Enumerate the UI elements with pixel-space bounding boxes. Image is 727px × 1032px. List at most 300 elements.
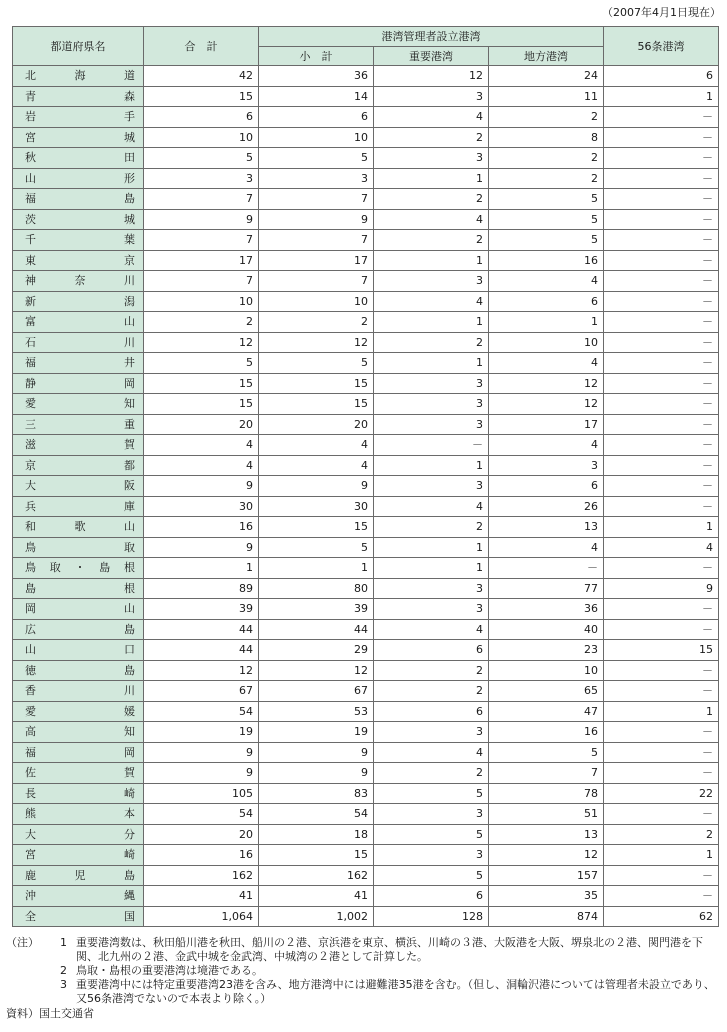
cell-local-ports: 3 (489, 455, 604, 476)
cell-total: 44 (144, 640, 259, 661)
cell-total: 30 (144, 496, 259, 517)
cell-subtotal: 14 (259, 86, 374, 107)
cell-subtotal: 36 (259, 66, 374, 87)
cell-local-ports: 2 (489, 107, 604, 128)
cell-total: 105 (144, 783, 259, 804)
cell-subtotal: 15 (259, 845, 374, 866)
cell-major-ports: 1 (374, 250, 489, 271)
cell-total: 16 (144, 845, 259, 866)
cell-local-ports: 47 (489, 701, 604, 722)
cell-subtotal: 83 (259, 783, 374, 804)
source-credit: 資料）国土交通省 (6, 1007, 94, 1020)
cell-total: 44 (144, 619, 259, 640)
cell-subtotal: 9 (259, 763, 374, 784)
prefecture-name: 徳島 (13, 660, 144, 681)
cell-article56-ports: － (604, 414, 719, 435)
cell-subtotal: 39 (259, 599, 374, 620)
cell-total: 7 (144, 271, 259, 292)
cell-article56-ports: － (604, 886, 719, 907)
cell-subtotal: 162 (259, 865, 374, 886)
cell-local-ports: 24 (489, 66, 604, 87)
cell-major-ports: 3 (374, 148, 489, 169)
notes-label: （注） (6, 936, 39, 949)
cell-subtotal: 9 (259, 209, 374, 230)
note-text: 鳥取・島根の重要港湾は境港である。 (76, 964, 263, 977)
prefecture-name: 青森 (13, 86, 144, 107)
cell-local-ports: 13 (489, 824, 604, 845)
cell-article56-ports: － (604, 127, 719, 148)
cell-article56-ports: － (604, 865, 719, 886)
cell-article56-ports: － (604, 148, 719, 169)
cell-subtotal: 19 (259, 722, 374, 743)
cell-major-ports: 6 (374, 886, 489, 907)
cell-article56-ports: － (604, 271, 719, 292)
cell-article56-ports: 22 (604, 783, 719, 804)
prefecture-name: 三重 (13, 414, 144, 435)
table-row (13, 86, 719, 107)
cell-subtotal: 1 (259, 558, 374, 579)
cell-subtotal: 41 (259, 886, 374, 907)
cell-major-ports: 1 (374, 353, 489, 374)
table-row (13, 496, 719, 517)
table-row (13, 107, 719, 128)
cell-subtotal: 15 (259, 517, 374, 538)
header-local-ports: 地方港湾 (489, 47, 604, 66)
cell-article56-ports: 1 (604, 517, 719, 538)
cell-total: 9 (144, 537, 259, 558)
prefecture-name: 大分 (13, 824, 144, 845)
prefecture-name: 静岡 (13, 373, 144, 394)
cell-subtotal: 1,002 (259, 906, 374, 927)
note-item-2 (6, 964, 720, 978)
cell-major-ports: 4 (374, 209, 489, 230)
cell-major-ports: 3 (374, 373, 489, 394)
table-row (13, 763, 719, 784)
cell-article56-ports: 6 (604, 66, 719, 87)
table-row (13, 373, 719, 394)
prefecture-name: 宮崎 (13, 845, 144, 866)
table-row (13, 209, 719, 230)
cell-major-ports: 2 (374, 660, 489, 681)
prefecture-name: 鳥取・島根 (13, 558, 144, 579)
cell-article56-ports: － (604, 168, 719, 189)
table-row (13, 783, 719, 804)
cell-major-ports: 1 (374, 537, 489, 558)
cell-total: 162 (144, 865, 259, 886)
cell-article56-ports: － (604, 107, 719, 128)
cell-article56-ports: － (604, 189, 719, 210)
cell-local-ports: 11 (489, 86, 604, 107)
table-row (13, 517, 719, 538)
table-row (13, 394, 719, 415)
note-item-1 (6, 936, 720, 964)
cell-article56-ports: 1 (604, 845, 719, 866)
cell-subtotal: 7 (259, 189, 374, 210)
cell-major-ports: 2 (374, 127, 489, 148)
cell-total: 5 (144, 353, 259, 374)
cell-subtotal: 12 (259, 332, 374, 353)
prefecture-name: 全国 (13, 906, 144, 927)
cell-article56-ports: － (604, 476, 719, 497)
cell-major-ports: 4 (374, 619, 489, 640)
cell-article56-ports: 62 (604, 906, 719, 927)
cell-local-ports: 35 (489, 886, 604, 907)
prefecture-name: 秋田 (13, 148, 144, 169)
cell-subtotal: 10 (259, 127, 374, 148)
cell-total: 42 (144, 66, 259, 87)
table-row (13, 332, 719, 353)
cell-total: 15 (144, 373, 259, 394)
cell-article56-ports: － (604, 435, 719, 456)
cell-major-ports: 3 (374, 394, 489, 415)
prefecture-name: 沖縄 (13, 886, 144, 907)
cell-article56-ports: － (604, 722, 719, 743)
cell-subtotal: 6 (259, 107, 374, 128)
cell-major-ports: 4 (374, 107, 489, 128)
prefecture-name: 千葉 (13, 230, 144, 251)
cell-subtotal: 4 (259, 435, 374, 456)
header-total: 合 計 (144, 27, 259, 66)
cell-major-ports: 128 (374, 906, 489, 927)
cell-local-ports: 51 (489, 804, 604, 825)
cell-subtotal: 5 (259, 148, 374, 169)
table-row (13, 804, 719, 825)
cell-total: 7 (144, 230, 259, 251)
table-row (13, 578, 719, 599)
cell-local-ports: 78 (489, 783, 604, 804)
cell-local-ports: 40 (489, 619, 604, 640)
prefecture-name: 和歌山 (13, 517, 144, 538)
prefecture-name: 大阪 (13, 476, 144, 497)
as-of-date: （2007年4月1日現在） (602, 6, 721, 19)
cell-major-ports: 2 (374, 763, 489, 784)
cell-local-ports: 36 (489, 599, 604, 620)
cell-local-ports: 16 (489, 722, 604, 743)
note-number: 1 (60, 936, 67, 949)
cell-total: 5 (144, 148, 259, 169)
table-row (13, 148, 719, 169)
table-row (13, 271, 719, 292)
table-row-national-total (13, 906, 719, 927)
cell-major-ports: 4 (374, 496, 489, 517)
cell-major-ports: 5 (374, 865, 489, 886)
prefecture-name: 新潟 (13, 291, 144, 312)
cell-major-ports: 2 (374, 189, 489, 210)
cell-major-ports: 1 (374, 168, 489, 189)
prefecture-name: 鳥取 (13, 537, 144, 558)
cell-local-ports: 12 (489, 845, 604, 866)
table-row (13, 353, 719, 374)
cell-total: 12 (144, 332, 259, 353)
note-number: 2 (60, 964, 67, 977)
cell-local-ports: 23 (489, 640, 604, 661)
table-row (13, 742, 719, 763)
cell-total: 4 (144, 455, 259, 476)
cell-subtotal: 4 (259, 455, 374, 476)
cell-major-ports: 5 (374, 824, 489, 845)
cell-total: 15 (144, 86, 259, 107)
cell-article56-ports: － (604, 373, 719, 394)
prefecture-name: 福井 (13, 353, 144, 374)
cell-total: 3 (144, 168, 259, 189)
table-row (13, 865, 719, 886)
cell-subtotal: 9 (259, 476, 374, 497)
note-item-3 (6, 978, 720, 1006)
prefecture-name: 佐賀 (13, 763, 144, 784)
cell-subtotal: 53 (259, 701, 374, 722)
cell-total: 4 (144, 435, 259, 456)
header-major-ports: 重要港湾 (374, 47, 489, 66)
table-row (13, 435, 719, 456)
cell-subtotal: 7 (259, 230, 374, 251)
header-prefecture: 都道府県名 (13, 27, 144, 66)
cell-local-ports: 6 (489, 476, 604, 497)
cell-major-ports: 2 (374, 230, 489, 251)
prefecture-name: 石川 (13, 332, 144, 353)
cell-subtotal: 29 (259, 640, 374, 661)
note-text: 重要港湾数は、秋田船川港を秋田、船川の２港、京浜港を東京、横浜、川崎の３港、大阪港を大阪、堺泉北の２港、関門港を下関、北九州の２港、金武中城を金武湾、中城湾の２港として計算した。 (76, 936, 703, 963)
table-row (13, 722, 719, 743)
cell-article56-ports: － (604, 353, 719, 374)
prefecture-name: 鹿児島 (13, 865, 144, 886)
table-row (13, 414, 719, 435)
cell-subtotal: 9 (259, 742, 374, 763)
table-row (13, 312, 719, 333)
cell-local-ports: 12 (489, 373, 604, 394)
cell-local-ports: 157 (489, 865, 604, 886)
cell-article56-ports: － (604, 804, 719, 825)
ports-table (12, 26, 719, 927)
cell-article56-ports: 1 (604, 701, 719, 722)
cell-local-ports: 4 (489, 271, 604, 292)
cell-article56-ports: － (604, 291, 719, 312)
note-number: 3 (60, 978, 67, 991)
cell-major-ports: 1 (374, 312, 489, 333)
cell-subtotal: 67 (259, 681, 374, 702)
cell-total: 9 (144, 209, 259, 230)
cell-subtotal: 44 (259, 619, 374, 640)
cell-article56-ports: － (604, 312, 719, 333)
cell-local-ports: 8 (489, 127, 604, 148)
cell-local-ports: 26 (489, 496, 604, 517)
cell-total: 1,064 (144, 906, 259, 927)
cell-total: 12 (144, 660, 259, 681)
cell-subtotal: 18 (259, 824, 374, 845)
table-row (13, 189, 719, 210)
cell-subtotal: 17 (259, 250, 374, 271)
cell-subtotal: 5 (259, 353, 374, 374)
prefecture-name: 福島 (13, 189, 144, 210)
cell-subtotal: 15 (259, 373, 374, 394)
cell-article56-ports: － (604, 599, 719, 620)
cell-article56-ports: － (604, 763, 719, 784)
cell-major-ports: 3 (374, 578, 489, 599)
cell-article56-ports: － (604, 250, 719, 271)
table-row (13, 230, 719, 251)
cell-article56-ports: 9 (604, 578, 719, 599)
prefecture-name: 宮城 (13, 127, 144, 148)
cell-major-ports: 5 (374, 783, 489, 804)
cell-major-ports: 2 (374, 517, 489, 538)
cell-article56-ports: － (604, 455, 719, 476)
cell-local-ports: － (489, 558, 604, 579)
cell-total: 19 (144, 722, 259, 743)
prefecture-name: 北海道 (13, 66, 144, 87)
cell-total: 10 (144, 127, 259, 148)
header-subtotal: 小 計 (259, 47, 374, 66)
cell-subtotal: 12 (259, 660, 374, 681)
cell-local-ports: 5 (489, 742, 604, 763)
table-row (13, 291, 719, 312)
cell-article56-ports: － (604, 230, 719, 251)
cell-total: 9 (144, 763, 259, 784)
note-text: 重要港湾中には特定重要港湾23港を含み、地方港湾中には避難港35港を含む。（但し、洞輪沢港については管理者未設立であり、又56条港湾でないので本表より除く。） (76, 978, 715, 1005)
cell-local-ports: 16 (489, 250, 604, 271)
prefecture-name: 茨城 (13, 209, 144, 230)
cell-subtotal: 3 (259, 168, 374, 189)
prefecture-name: 香川 (13, 681, 144, 702)
cell-subtotal: 15 (259, 394, 374, 415)
cell-local-ports: 5 (489, 189, 604, 210)
cell-major-ports: 3 (374, 476, 489, 497)
table-row (13, 599, 719, 620)
cell-major-ports: － (374, 435, 489, 456)
cell-local-ports: 4 (489, 537, 604, 558)
cell-subtotal: 5 (259, 537, 374, 558)
cell-total: 54 (144, 804, 259, 825)
cell-article56-ports: 2 (604, 824, 719, 845)
cell-total: 7 (144, 189, 259, 210)
cell-major-ports: 3 (374, 86, 489, 107)
cell-total: 15 (144, 394, 259, 415)
cell-local-ports: 13 (489, 517, 604, 538)
prefecture-name: 熊本 (13, 804, 144, 825)
prefecture-name: 広島 (13, 619, 144, 640)
cell-major-ports: 12 (374, 66, 489, 87)
cell-article56-ports: － (604, 660, 719, 681)
table-row (13, 660, 719, 681)
prefecture-name: 神奈川 (13, 271, 144, 292)
cell-total: 20 (144, 414, 259, 435)
prefecture-name: 山口 (13, 640, 144, 661)
table-row (13, 640, 719, 661)
notes (6, 936, 720, 1021)
cell-total: 17 (144, 250, 259, 271)
cell-subtotal: 10 (259, 291, 374, 312)
cell-total: 9 (144, 742, 259, 763)
cell-major-ports: 6 (374, 640, 489, 661)
table-row (13, 127, 719, 148)
cell-total: 10 (144, 291, 259, 312)
cell-article56-ports: － (604, 558, 719, 579)
cell-major-ports: 3 (374, 414, 489, 435)
cell-local-ports: 12 (489, 394, 604, 415)
cell-total: 67 (144, 681, 259, 702)
cell-total: 89 (144, 578, 259, 599)
table-row (13, 824, 719, 845)
cell-local-ports: 77 (489, 578, 604, 599)
prefecture-name: 長崎 (13, 783, 144, 804)
prefecture-name: 高知 (13, 722, 144, 743)
prefecture-name: 東京 (13, 250, 144, 271)
cell-article56-ports: － (604, 681, 719, 702)
cell-local-ports: 5 (489, 209, 604, 230)
cell-local-ports: 10 (489, 660, 604, 681)
table-row (13, 558, 719, 579)
cell-total: 16 (144, 517, 259, 538)
prefecture-name: 岡山 (13, 599, 144, 620)
cell-major-ports: 3 (374, 271, 489, 292)
prefecture-name: 山形 (13, 168, 144, 189)
table-row (13, 66, 719, 87)
cell-major-ports: 3 (374, 804, 489, 825)
cell-major-ports: 2 (374, 681, 489, 702)
cell-major-ports: 6 (374, 701, 489, 722)
prefecture-name: 富山 (13, 312, 144, 333)
header-managed-ports: 港湾管理者設立港湾 (259, 27, 604, 47)
prefecture-name: 岩手 (13, 107, 144, 128)
prefecture-name: 兵庫 (13, 496, 144, 517)
cell-subtotal: 20 (259, 414, 374, 435)
cell-total: 9 (144, 476, 259, 497)
cell-total: 2 (144, 312, 259, 333)
cell-article56-ports: 15 (604, 640, 719, 661)
cell-article56-ports: － (604, 394, 719, 415)
prefecture-name: 京都 (13, 455, 144, 476)
cell-subtotal: 2 (259, 312, 374, 333)
cell-total: 1 (144, 558, 259, 579)
cell-subtotal: 30 (259, 496, 374, 517)
cell-major-ports: 1 (374, 455, 489, 476)
cell-local-ports: 4 (489, 353, 604, 374)
cell-article56-ports: 4 (604, 537, 719, 558)
cell-major-ports: 3 (374, 845, 489, 866)
cell-article56-ports: － (604, 332, 719, 353)
cell-local-ports: 5 (489, 230, 604, 251)
cell-total: 6 (144, 107, 259, 128)
cell-subtotal: 54 (259, 804, 374, 825)
cell-subtotal: 7 (259, 271, 374, 292)
cell-local-ports: 2 (489, 148, 604, 169)
cell-total: 54 (144, 701, 259, 722)
cell-local-ports: 7 (489, 763, 604, 784)
cell-major-ports: 2 (374, 332, 489, 353)
cell-article56-ports: － (604, 496, 719, 517)
table-row (13, 701, 719, 722)
table-row (13, 168, 719, 189)
cell-local-ports: 4 (489, 435, 604, 456)
cell-local-ports: 10 (489, 332, 604, 353)
cell-major-ports: 4 (374, 291, 489, 312)
table-row (13, 250, 719, 271)
cell-local-ports: 2 (489, 168, 604, 189)
table-row (13, 455, 719, 476)
prefecture-name: 愛媛 (13, 701, 144, 722)
cell-local-ports: 6 (489, 291, 604, 312)
cell-article56-ports: 1 (604, 86, 719, 107)
table-row (13, 886, 719, 907)
cell-subtotal: 80 (259, 578, 374, 599)
cell-local-ports: 874 (489, 906, 604, 927)
cell-local-ports: 65 (489, 681, 604, 702)
cell-local-ports: 1 (489, 312, 604, 333)
cell-major-ports: 4 (374, 742, 489, 763)
prefecture-name: 島根 (13, 578, 144, 599)
table-row (13, 681, 719, 702)
cell-total: 39 (144, 599, 259, 620)
prefecture-name: 滋賀 (13, 435, 144, 456)
table-row (13, 845, 719, 866)
